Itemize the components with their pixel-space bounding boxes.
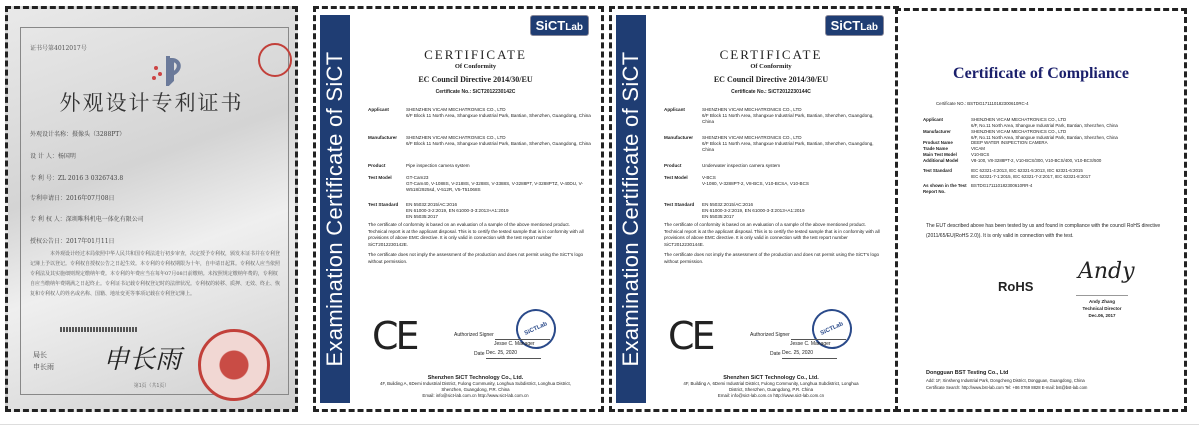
- footer-line: Certificate Search: http://www.bst-lab.com Tel: +86 0769 8828 E-mail: bst@bst-lab.com: [926, 385, 1088, 390]
- info-value: SHENZHEN VICAM MECHATRONICS CO., LTD 6/F Block 11 North Area, Shangxue Industrial Park, Bantian, Shenzhen, Guangdong, China: [702, 107, 874, 124]
- patent-cert-number: 证书号第4012017号: [30, 45, 87, 52]
- info-key: Product: [368, 163, 386, 168]
- signer-name: Andy Zhang: [1089, 299, 1115, 304]
- info-value: VICAM: [971, 146, 985, 151]
- side-banner-text: Examination Certificate of SiCT: [322, 51, 347, 367]
- signed-date: Dec. 25, 2020: [486, 349, 541, 359]
- info-key: Applicant: [923, 117, 944, 122]
- info-row: [664, 163, 886, 169]
- info-value: SHENZHEN VICAM MECHATRONICS CO., LTD 6/F Block 11 North Area, Shangxue Industrial Park, Bantian, Shenzhen, Guangdong, China: [406, 135, 591, 146]
- info-key: As shown in the Test Report No.: [923, 183, 967, 194]
- info-key: Test Standard: [368, 202, 399, 207]
- info-key: Product: [664, 163, 682, 168]
- side-banner-text: Examination Certificate of SiCT: [618, 51, 643, 367]
- info-row: [368, 107, 591, 119]
- info-value: Underwater inspection camera system: [702, 163, 781, 168]
- patent-field: 专 利 号：ZL 2016 3 0326743.8: [30, 175, 124, 182]
- info-row: [923, 140, 1174, 146]
- patent-field: 专利申请日：2016年07月08日: [30, 195, 115, 202]
- footer: [350, 375, 601, 399]
- directive: EC Council Directive 2014/30/EU: [713, 75, 829, 84]
- patent-field: 授权公告日：2017年01月11日: [30, 238, 115, 245]
- ce-certificate-1: [313, 6, 604, 412]
- signer-title: Technical Director: [1082, 306, 1122, 311]
- info-key: Manufacturer: [664, 135, 694, 140]
- conformity-statement: The certificate of conformity is based on an evaluation of a sample of the above mentioned product. Technical report is at the applicant disposal. This is to certify the tested sample that is in conformity with all provisions of above EMC directive. It is only valid in connection with the test report number SiCT2012230142E.: [368, 222, 584, 247]
- info-value: EN 55032:2015/AC:2016 EN 61000-3-2:2019, EN 61000-3-3:2013+A1:2019 EN 55035:2017: [702, 202, 805, 219]
- patent-office-logo-icon: [148, 54, 188, 86]
- certificate-subtitle: Of Conformity: [750, 63, 792, 70]
- info-key: Test Standard: [923, 168, 952, 173]
- footer-line: 4F, Building A, 6Demi Industrial District, Fulong Community, Longhua Subdistrict, Longhua District, Shenzhen, Guangdong, P.R. China: [380, 381, 571, 392]
- certificate-subtitle: Of Conformity: [454, 63, 497, 70]
- footer-line: 4F, Building A, 6Demi Industrial District, Fulong Community, Longhua Subdistrict, Longhua District, Shenzhen, Guangdong, P.R. China: [683, 381, 859, 392]
- info-row: [923, 168, 1174, 179]
- info-row: [923, 129, 1174, 140]
- info-row: [368, 175, 591, 193]
- info-value: SHENZHEN VICAM MECHATRONICS CO., LTD 6/F Block 11 North Area, Shangxue Industrial Park, Bantian, Shenzhen, Guangdong, China: [702, 135, 874, 152]
- footer-company: Shenzhen SiCT Technology Co., Ltd.: [723, 375, 819, 381]
- signed-date: Dec.06, 2017: [1088, 313, 1116, 318]
- info-key: Manufacturer: [923, 129, 951, 134]
- rohs-title: Certificate of Compliance: [953, 65, 1129, 82]
- info-row: [368, 163, 591, 169]
- side-banner: [320, 15, 350, 403]
- side-banner: [616, 15, 646, 403]
- patent-field: 设 计 人：杨国明: [30, 153, 76, 160]
- info-row: [923, 183, 1174, 194]
- info-row: [923, 152, 1174, 158]
- info-value: SHENZHEN VICAM MECHATRONICS CO., LTD 6/F Block 11 North Area, Shangxue Industrial Park, Bantian, Shenzhen, Guangdong, China: [406, 107, 591, 118]
- info-key: Additional Model: [923, 158, 959, 163]
- info-value: DEEP WATER INSPECTION CAMERA: [971, 140, 1048, 145]
- design-patent-certificate: [5, 6, 298, 412]
- directive: EC Council Directive 2014/30/EU: [418, 75, 533, 84]
- patent-page-number: 第1页（共1页）: [133, 383, 170, 389]
- footer-line: Add: 1F, Xinsheng Industrial Park, Dongcheng District, Dongguan, Guangdong, China: [926, 378, 1085, 383]
- disclaimer: The certificate does not imply the assessment of the production and does not permit using the SiCT's logo without permission.: [368, 252, 584, 264]
- info-value: V10-BCS: [971, 152, 990, 157]
- footer-line: Email: info@sict-lab.com.cn http://www.sict-lab.com.cn: [422, 393, 529, 398]
- info-value: SHENZHEN VICAM MECHATRONICS CO., LTD 6/F, No.11 North Area, Shangxue Industrial Park, Bantian, Shenzhen, China: [971, 129, 1118, 140]
- barcode: [60, 327, 138, 332]
- patent-field: 外观设计名称：摄像头（3288PT）: [30, 131, 126, 138]
- info-row: [664, 175, 886, 187]
- footer: [646, 375, 896, 399]
- certificate-number: Certificate No.: SiCT2012230142C: [435, 89, 516, 95]
- info-value: BSTDG171110182300610RR-4: [971, 183, 1033, 188]
- info-key: Trade Name: [923, 146, 948, 151]
- info-row: [923, 146, 1174, 152]
- info-key: Main Test Model: [923, 152, 957, 157]
- info-row: [923, 158, 1174, 164]
- info-key: Applicant: [664, 107, 685, 112]
- info-value: Pipe inspection camera system: [406, 163, 470, 168]
- info-row: [923, 117, 1174, 128]
- info-row: [664, 135, 886, 153]
- ce-certificate-2: [609, 6, 899, 412]
- divider: [0, 424, 1199, 425]
- info-key: Applicant: [368, 107, 389, 112]
- info-key: Manufacturer: [368, 135, 398, 140]
- signer-name: Jesse C. Manager: [790, 341, 831, 347]
- rohs-certificate: [895, 8, 1187, 412]
- info-value: V8-100, V8-3288PT-2, V10-BCS/300, V10-BCS/400, V10-BCS/500: [971, 158, 1102, 163]
- rohs-footer: [926, 369, 1087, 391]
- rohs-signer-block: [1076, 295, 1128, 319]
- footer-line: Email: info@sict-lab.com.cn http://www.sict-lab.com.cn: [717, 393, 825, 398]
- info-value: GT-Cam23 GT-Cam40, V-1088S, V-2188S, V-3288S, V-3388S, V-3288PT, V-3288PTZ, V-40DU, V-W518/2925sd, V-512R, V5-T51068S: [406, 175, 583, 192]
- sictlab-logo: SiCTLab: [530, 15, 589, 36]
- disclaimer: The certificate does not imply the assessment of the production and does not permit using the SiCT's logo without permission.: [664, 252, 880, 264]
- conformity-statement: The certificate of conformity is based on an evaluation of a sample of the above mentioned product. Technical report is at the applicant disposal. This is to certify the tested sample that is in conformity with all provisions of above EMC directive. It is only valid in connection with the test report number SiCT2012230144E.: [664, 222, 880, 247]
- ce-mark-icon: CE: [668, 314, 713, 358]
- signer-block: Authorized Signer Jesse C. Manager Date Dec. 25, 2020: [454, 331, 550, 359]
- info-key: Product Name: [923, 140, 953, 145]
- rohs-signature: Andy: [1078, 259, 1135, 284]
- sict-stamp: SiCTLab: [509, 302, 562, 355]
- patent-body-text: 本外观设计经过本局依照中华人民共和国专利法进行初步审查，决定授予专利权，颁发本证书并在专利登记簿上予以登记。专利权自授权公告之日起生效。本专利的专利权期限为十年，自申请日起算。专利权人应当依照专利法及其实施细则规定缴纳年费。本专利的年费应当在每年07月08日前缴纳。未按照规定缴纳年费的，专利权自应当缴纳年费期满之日起终止。专利证书记载专利权登记时的法律状况。专利权的转移、质押、无效、终止、恢复和专利权人的姓名或名称、国籍、地址变更等事项记载在专利登记簿上。: [30, 251, 281, 297]
- signer-block: Authorized Signer Jesse C. Manager Date Dec. 25, 2020: [750, 331, 846, 359]
- footer-company: Shenzhen SiCT Technology Co., Ltd.: [427, 375, 524, 381]
- info-row: [664, 202, 886, 220]
- patent-signer-label: 局长 申长雨: [33, 351, 54, 371]
- info-row: [368, 202, 591, 220]
- info-row: [664, 107, 886, 125]
- rohs-logo: RoHS: [998, 279, 1034, 294]
- patent-field: 专 利 权 人：深圳唯科机电一体化有限公司: [30, 216, 144, 223]
- info-value: V-BCS V-1080, V-3288PT-2, V8-BCS, V10-BCSA, V10-BCS: [702, 175, 809, 186]
- sict-stamp: SiCTLab: [805, 302, 858, 355]
- footer-company: Dongguan BST Testing Co., Ltd: [926, 370, 1009, 376]
- ce-mark-icon: CE: [372, 314, 417, 358]
- info-value: IEC 62321-4:2013, IEC 62321-5:2013, IEC 62321-6:2015 IEC 62321-7-1:2015, IEC 62321-7-2:2017, IEC 62321-8:2017: [971, 168, 1091, 179]
- info-key: Test Model: [664, 175, 688, 180]
- info-value: SHENZHEN VICAM MECHATRONICS CO., LTD 6/F, No.11 North Area, Shangxue Industrial Park, Bantian, Shenzhen, China: [971, 117, 1118, 128]
- national-seal: [198, 329, 270, 401]
- info-key: Test Model: [368, 175, 392, 180]
- patent-signature: 申长雨: [103, 345, 182, 375]
- info-value: EN 55032:2015/AC:2016 EN 61000-3-2:2019, EN 61000-3-3:2013+A1:2019 EN 55035:2017: [406, 202, 509, 219]
- rohs-statement: The EUT described above has been tested by us and found in compliance with the council RoHS directive (2011/65/EU(RoHS 2.0)). It is only valid in connection with the test.: [926, 223, 1161, 239]
- info-row: [368, 135, 591, 147]
- signed-date: Dec. 25, 2020: [782, 349, 837, 359]
- certificate-number: Certificate No.: SiCT2012230144C: [731, 89, 811, 95]
- patent-title: 外观设计专利证书: [59, 91, 244, 115]
- sictlab-logo: SiCTLab: [825, 15, 884, 36]
- certificate-title: CERTIFICATE: [424, 47, 527, 62]
- certificate-title: CERTIFICATE: [719, 47, 823, 62]
- info-key: Test Standard: [664, 202, 695, 207]
- rohs-cert-number: Certificate NO.: BSTDG171110182300610RC-4: [936, 101, 1029, 106]
- signer-name: Jesse C. Manager: [494, 341, 535, 347]
- round-seal-top: [258, 43, 292, 77]
